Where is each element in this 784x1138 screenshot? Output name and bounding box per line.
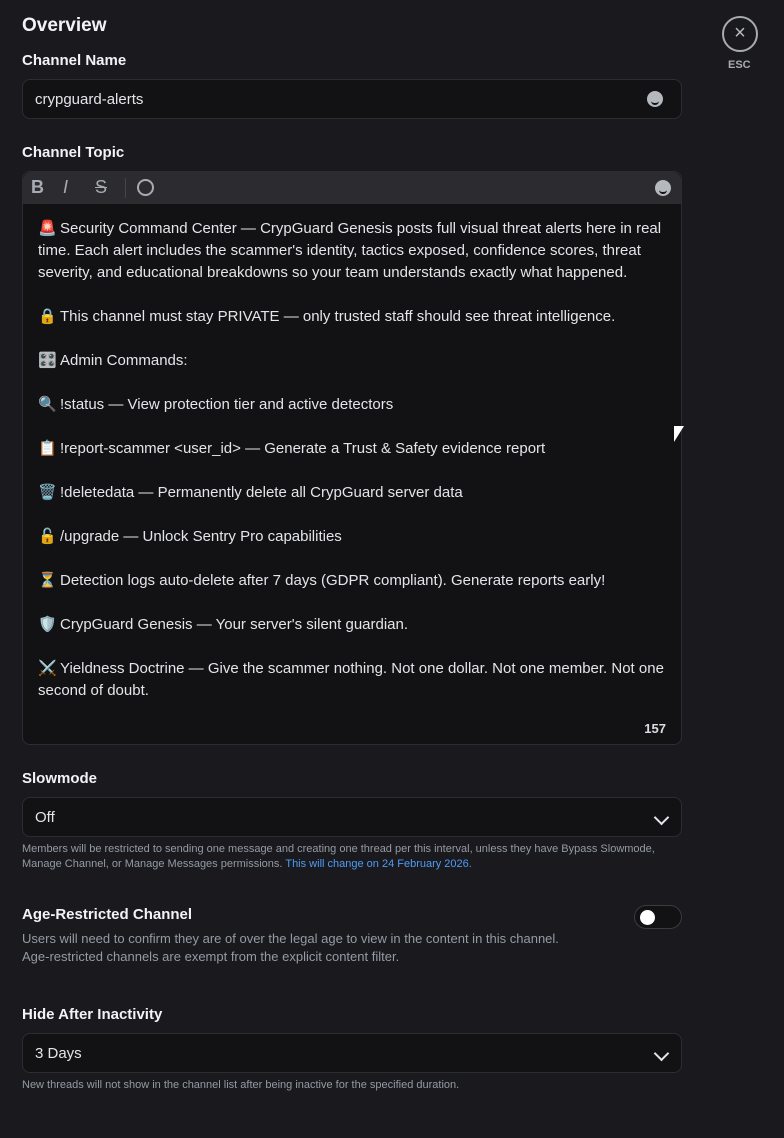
paragraph-text: CrypGuard Genesis — Your server's silent guardian. bbox=[60, 616, 409, 633]
topic-paragraph bbox=[38, 482, 666, 504]
character-count: 157 bbox=[644, 721, 666, 736]
topic-paragraph bbox=[38, 658, 666, 702]
strikethrough-button[interactable]: S bbox=[95, 177, 108, 197]
hide-after-inactivity-help: New threads will not show in the channel list after being inactive for the specified duration. bbox=[22, 1079, 460, 1091]
page-title: Overview bbox=[22, 15, 107, 36]
topic-paragraph bbox=[38, 218, 666, 284]
emoji-icon: 🚨 bbox=[38, 220, 57, 237]
topic-paragraph bbox=[38, 394, 666, 416]
slowmode-label: Slowmode bbox=[22, 770, 98, 787]
topic-paragraph bbox=[38, 526, 666, 548]
toolbar-divider bbox=[125, 178, 126, 198]
channel-name-value: crypguard-alerts bbox=[35, 91, 144, 108]
slowmode-value: Off bbox=[35, 809, 55, 826]
topic-paragraph bbox=[38, 438, 666, 460]
hide-after-inactivity-select[interactable] bbox=[22, 1033, 682, 1073]
slowmode-help bbox=[22, 842, 662, 872]
paragraph-text: Security Command Center — CrypGuard Genesis posts full visual threat alerts here in real time. Each alert includes the scammer's identity, tactics exposed, confidence scores, threat severity, and educational breakdowns so your team understands exactly what happened. bbox=[38, 220, 662, 281]
topic-paragraph bbox=[38, 306, 666, 328]
chevron-down-icon bbox=[654, 1046, 670, 1062]
hide-after-inactivity-label: Hide After Inactivity bbox=[22, 1006, 163, 1023]
topic-paragraph bbox=[38, 570, 666, 592]
age-restricted-label: Age-Restricted Channel bbox=[22, 906, 193, 923]
hide-after-inactivity-value: 3 Days bbox=[35, 1045, 82, 1062]
paragraph-text: Detection logs auto-delete after 7 days (GDPR compliant). Generate reports early! bbox=[60, 572, 606, 589]
close-icon: × bbox=[734, 22, 746, 44]
slowmode-select[interactable] bbox=[22, 797, 682, 837]
slowmode-change-link[interactable]: This will change on 24 February 2026. bbox=[285, 858, 472, 870]
emoji-icon: ⏳ bbox=[38, 572, 57, 589]
emoji-icon: ⚔️ bbox=[38, 660, 57, 677]
emoji-icon: 🗑️ bbox=[38, 484, 57, 501]
topic-paragraph bbox=[38, 614, 666, 636]
bold-button[interactable]: B bbox=[31, 177, 44, 197]
channel-name-label: Channel Name bbox=[22, 52, 127, 69]
channel-topic-editor[interactable] bbox=[22, 171, 682, 745]
channel-topic-label: Channel Topic bbox=[22, 144, 125, 161]
mouse-cursor-icon bbox=[674, 426, 684, 442]
formatting-toolbar bbox=[23, 172, 681, 204]
topic-text[interactable] bbox=[23, 204, 681, 702]
chevron-down-icon bbox=[654, 810, 670, 826]
emoji-picker-icon[interactable] bbox=[655, 180, 671, 196]
emoji-icon: 📋 bbox=[38, 440, 57, 457]
paragraph-text: !report-scammer <user_id> — Generate a Trust & Safety evidence report bbox=[60, 440, 546, 457]
topic-paragraph bbox=[38, 350, 666, 372]
paragraph-text: Yieldness Doctrine — Give the scammer nothing. Not one dollar. Not one member. Not one second of doubt. bbox=[38, 660, 664, 699]
spoiler-eye-icon[interactable] bbox=[137, 179, 154, 196]
channel-name-input[interactable] bbox=[22, 79, 682, 119]
age-restricted-desc-1: Users will need to confirm they are of over the legal age to view in the content in this channel. bbox=[22, 931, 559, 946]
emoji-icon: 🛡️ bbox=[38, 616, 57, 633]
paragraph-text: !deletedata — Permanently delete all CrypGuard server data bbox=[60, 484, 463, 501]
paragraph-text: This channel must stay PRIVATE — only trusted staff should see threat intelligence. bbox=[60, 308, 616, 325]
esc-label: ESC bbox=[728, 59, 751, 71]
emoji-icon: 🔍 bbox=[38, 396, 57, 413]
emoji-icon: 🔓 bbox=[38, 528, 57, 545]
age-restricted-desc-2: Age-restricted channels are exempt from the explicit content filter. bbox=[22, 949, 400, 964]
close-button[interactable] bbox=[722, 16, 758, 52]
paragraph-text: !status — View protection tier and active detectors bbox=[60, 396, 394, 413]
age-restricted-toggle[interactable] bbox=[634, 905, 682, 929]
emoji-icon: 🎛️ bbox=[38, 352, 57, 369]
slowmode-help-text: Members will be restricted to sending one message and creating one thread per this interval, unless they have Bypass Slowmode, Manage Channel, or Manage Messages permissions. bbox=[22, 843, 655, 870]
emoji-picker-icon[interactable] bbox=[647, 91, 663, 107]
italic-button[interactable]: I bbox=[63, 177, 69, 197]
paragraph-text: Admin Commands: bbox=[60, 352, 188, 369]
toggle-knob bbox=[640, 910, 655, 925]
emoji-icon: 🔒 bbox=[38, 308, 57, 325]
paragraph-text: /upgrade — Unlock Sentry Pro capabilities bbox=[60, 528, 342, 545]
